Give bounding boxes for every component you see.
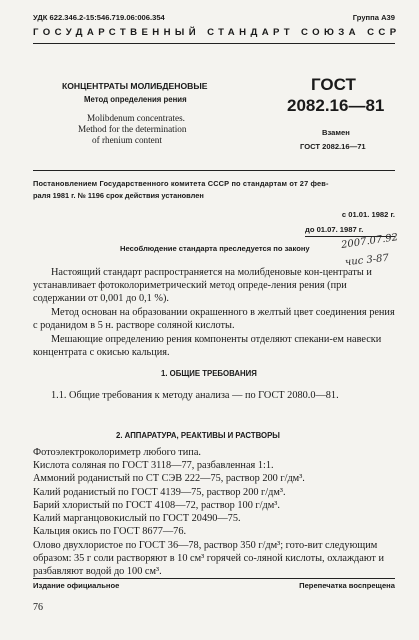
- header-rule: [33, 43, 395, 44]
- list-item: Калий марганцовокислый по ГОСТ 20490—75.: [33, 513, 241, 525]
- en-title-line3: of rhenium content: [92, 135, 162, 145]
- intro-paragraph-1: Настоящий стандарт распространяется на молибденовые кон-центраты и устанавливает фотоколориметрический метод опреде-ления рения (при содержании от 0,001 до 0,1 %).: [33, 267, 372, 305]
- decree-line2: раля 1981 г. № 1196 срок действия установлен: [33, 191, 204, 200]
- list-item: Кислота соляная по ГОСТ 3118—77, разбавленная 1:1.: [33, 460, 274, 472]
- ru-subtitle: Метод определения рения: [84, 95, 187, 104]
- ru-title: КОНЦЕНТРАТЫ МОЛИБДЕНОВЫЕ: [62, 81, 208, 91]
- handwritten-note-1: 2007.07.92: [340, 232, 399, 251]
- handwritten-note-2: чис 3-87: [344, 252, 390, 269]
- decree-from: с 01.01. 1982 г.: [341, 210, 395, 219]
- list-item: Кальция окись по ГОСТ 8677—76.: [33, 526, 187, 538]
- intro-paragraph-2: Метод основан на образовании окрашенного в желтый цвет соединения рения с роданидом в 5 н. растворе соляной кислоты.: [33, 307, 395, 332]
- page-number: 76: [33, 602, 43, 613]
- list-item: Фотоэлектроколориметр любого типа.: [33, 447, 201, 458]
- replaces-standard: ГОСТ 2082.16—71: [300, 142, 366, 151]
- decree-to: до 01.07. 1987 г.: [305, 225, 364, 234]
- gost-label: ГОСТ: [311, 75, 356, 94]
- title-rule: [33, 170, 395, 171]
- section1-title: 1. ОБЩИЕ ТРЕБОВАНИЯ: [161, 369, 257, 378]
- decree-line1: Постановлением Государственного комитета СССР по стандартам от 27 фев-: [33, 179, 329, 188]
- reprint-prohibited: Перепечатка воспрещена: [299, 581, 395, 590]
- section2-last-item: Олово двухлористое по ГОСТ 36—78, раствор 350 г/дм³; гото-вит следующим образом: 35 г соли растворяют в 10 см³ горячей со-ляной кислоты, охлаждают и разбавляют водой до 100 см³.: [33, 540, 385, 578]
- udk-code: УДК 622.346.2-15:546.719.06:006.354: [33, 13, 165, 22]
- en-title-line2: Method for the determination: [78, 124, 187, 134]
- list-item: Барий хлористый по ГОСТ 4108—72, раствор 100 г/дм³.: [33, 499, 280, 511]
- intro-paragraph-3: Мешающие определению рения компоненты отделяют спекани-ем навески концентрата с окисью кальция.: [33, 334, 382, 359]
- replaces-label: Взамен: [322, 128, 350, 137]
- group-code: Группа А39: [352, 13, 395, 22]
- warning-text: Несоблюдение стандарта преследуется по закону: [120, 244, 310, 253]
- section2-list: [33, 446, 395, 538]
- standard-line: ГОСУДАРСТВЕННЫЙ СТАНДАРТ СОЮЗА ССР: [33, 27, 401, 38]
- official-edition: Издание официальное: [33, 581, 120, 590]
- section2-title: 2. АППАРАТУРА, РЕАКТИВЫ И РАСТВОРЫ: [116, 431, 280, 440]
- footer-rule: [33, 578, 395, 579]
- gost-number: 2082.16—81: [287, 96, 385, 115]
- list-item: Аммоний роданистый по СТ СЭВ 222—75, раствор 200 г/дм³.: [33, 473, 305, 485]
- section1-text: 1.1. Общие требования к методу анализа — по ГОСТ 2080.0—81.: [51, 390, 339, 401]
- en-title-line1: Molibdenum concentrates.: [87, 113, 185, 123]
- list-item: Калий роданистый по ГОСТ 4139—75, раствор 200 г/дм³.: [33, 486, 286, 498]
